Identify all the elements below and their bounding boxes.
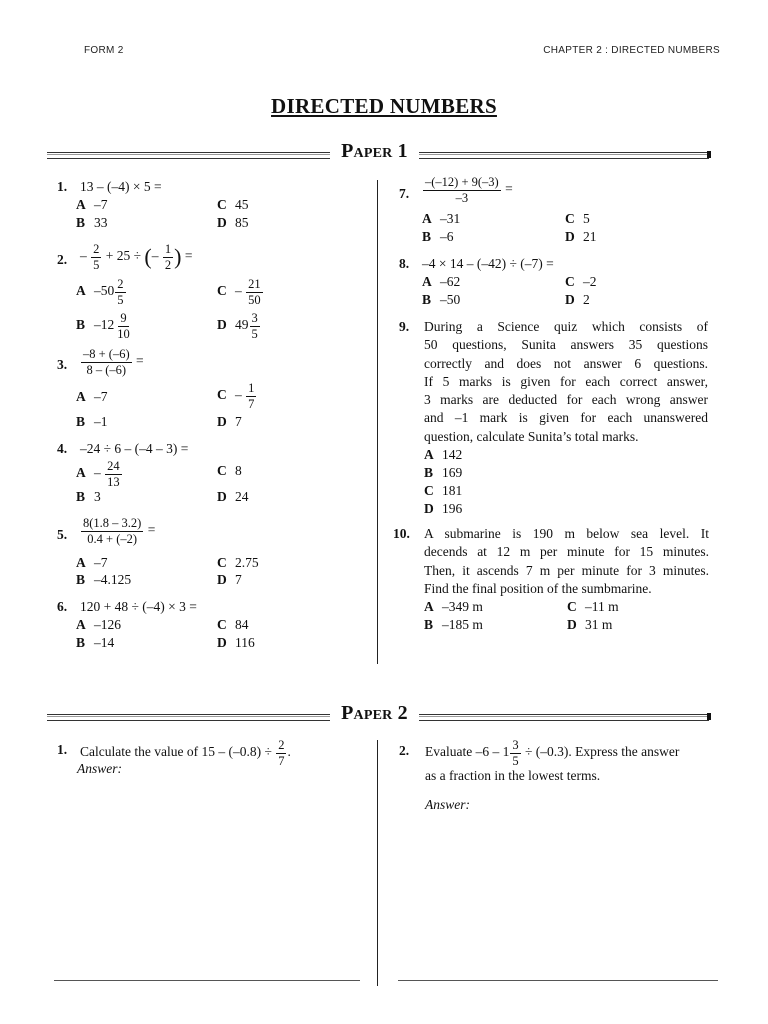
question-number: 8. [399,256,410,271]
option-d: D 49 $\frac{3}{5}$ [217,311,258,341]
running-header-right: CHAPTER 2 : DIRECTED NUMBERS [543,45,720,56]
option-c: C 84 [217,617,249,632]
option-c: C 2.75 [217,555,259,570]
option-b: B 169 [424,465,463,480]
option-c: C 5 [565,211,590,226]
answer-space-rule-right [398,980,718,981]
question-4 [57,440,357,510]
option-d: D 7 [217,572,242,587]
question-stem: – $\frac{2}{5}$ + 25 ÷ (– $\frac{1}{2}$ ) = [80,242,193,272]
option-c: C –2 [565,274,597,289]
question-stem: 13 – (–4) × 5 = [80,179,162,194]
answer-label: Answer: [425,797,470,812]
option-d: D 2 [565,292,590,307]
banner-rule-right [419,152,709,159]
question-stem: $\frac{8(1.8 - 3.2)}{0.4 + (-2)}$ = [83,516,156,546]
question-5 [57,517,357,587]
option-b: B –14 [76,635,115,650]
banner-rule-left [47,152,330,159]
option-d: D 116 [217,635,255,650]
paper2-column-divider [377,740,378,986]
question-stem: Calculate the value of 15 – (–0.8) ÷ $\frac{2}{7}$ . [80,738,291,768]
option-b: B –50 [422,292,461,307]
option-a: A –126 [76,617,121,632]
question-6 [57,598,357,654]
question-10 [393,525,719,635]
paper2-banner [47,704,711,732]
question-3 [57,348,357,434]
running-header-left: FORM 2 [84,45,124,56]
paper2-question-1 [57,738,367,791]
question-stem: During a Science quiz which consists of 50 questions, Sunita answers 35 questions correctly and does not answer 6 questions. If 5 marks is given for each correct answer, 3 marks are deducted for each wrong answer and –1 mark is given for each unanswered question, calculate Sunita’s total marks. [424,319,708,444]
question-number: 4. [57,441,68,456]
option-d: D 85 [217,215,249,230]
question-2 [57,242,357,346]
option-b: B –6 [422,229,454,244]
option-b: B –4.125 [76,572,132,587]
question-stem: $\frac{-8 + (-6)}{8 - (-6)}$ = [83,347,144,377]
option-a: A –7 [76,389,108,404]
question-stem: Evaluate –6 – 1 $\frac{3}{5}$ ÷ (–0.3). Express the answer [425,738,680,768]
option-b: B –185 m [424,617,483,632]
question-number: 6. [57,599,68,614]
page-title: DIRECTED NUMBERS [271,94,497,118]
option-a: A 142 [424,447,463,462]
question-stem-continued: as a fraction in the lowest terms. [425,768,601,783]
question-number: 2. [57,252,68,267]
question-number: 7. [399,186,410,201]
option-c: C 8 [217,463,242,478]
option-a: A –50 $\frac{2}{5}$ [76,277,124,307]
question-stem: –4 × 14 – (–42) ÷ (–7) = [422,256,554,271]
question-1 [57,178,357,238]
banner-rule-right [419,714,709,721]
option-a: A –7 [76,555,108,570]
option-d: D 24 [217,489,249,504]
question-7 [399,176,719,246]
question-stem: –24 ÷ 6 – (–4 – 3) = [80,441,189,456]
question-9 [399,318,719,518]
paper1-column-divider [377,180,378,664]
option-c: C 181 [424,483,463,498]
option-c: C –11 m [567,599,619,614]
option-d: D 196 [424,501,463,516]
option-d: D 7 [217,414,242,429]
question-number: 2. [399,743,410,758]
option-a: A – $\frac{24}{13}$ [76,459,120,489]
paper2-title: Paper 2 [341,702,408,724]
paper1-title: Paper 1 [341,140,408,162]
question-8 [399,255,719,311]
question-stem: 120 + 48 ÷ (–4) × 3 = [80,599,197,614]
option-d: D 31 m [567,617,613,632]
option-c: C – $\frac{21}{50}$ [217,277,261,307]
answer-space-rule-left [54,980,360,981]
paper1-banner [47,142,711,170]
option-c: C 45 [217,197,249,212]
question-number: 3. [57,357,68,372]
question-stem: $\frac{-(-12) + 9(-3)}{-3}$ = [425,175,513,205]
option-a: A –62 [422,274,461,289]
option-b: B 3 [76,489,101,504]
option-c: C – $\frac{1}{7}$ [217,381,255,411]
question-number: 1. [57,742,68,757]
option-a: A –7 [76,197,108,212]
option-b: B –1 [76,414,108,429]
answer-label: Answer: [77,761,122,776]
option-b: B 33 [76,215,108,230]
option-d: D 21 [565,229,597,244]
banner-rule-left [47,714,330,721]
question-number: 5. [57,527,68,542]
option-b: B –12 $\frac{9}{10}$ [76,311,130,341]
question-stem: A submarine is 190 m below sea level. It decends at 12 m per minute for 15 minutes. Then, it ascends 7 m per minute for 3 minutes. Find the final position of the sumbmarine. [424,526,709,596]
question-number: 10. [393,526,410,541]
option-a: A –31 [422,211,461,226]
option-a: A –349 m [424,599,483,614]
question-number: 1. [57,179,68,194]
paper2-question-2 [399,738,719,821]
question-number: 9. [399,319,410,334]
